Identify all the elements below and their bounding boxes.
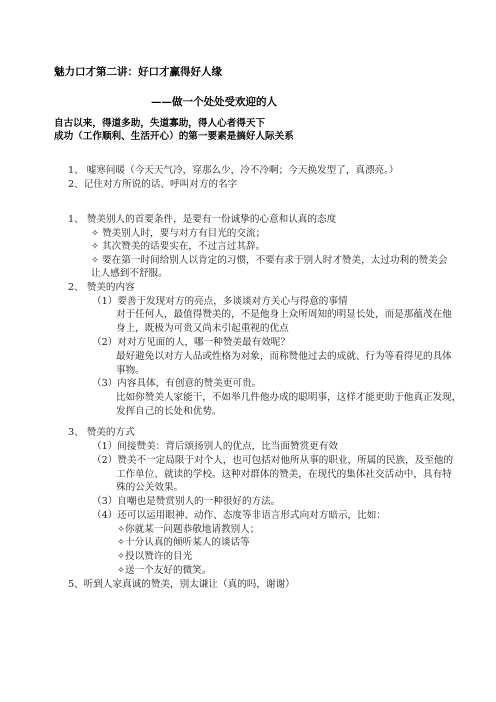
s2-line: 事物。: [116, 365, 145, 376]
s2-line: 1、 赞美别人的首要条件，是要有一份诚挚的心意和认真的态度: [68, 214, 337, 225]
s2-line: （3）自嘲也是赞赏别人的一种很好的方法。: [92, 496, 281, 507]
s2-line: 2、 赞美的内容: [68, 282, 135, 293]
doc-title: 魅力口才第二讲：好口才赢得好人缘: [54, 66, 222, 78]
s2-line: （3）内容具体，有创意的赞美更可贵。: [92, 378, 262, 389]
s2-line: 工作单位、就读的学校。这种对群体的赞美，在现代的集体社交活动中，具有特: [116, 469, 452, 480]
s2-line: 让人感到不舒服。: [91, 268, 168, 279]
s2-line: （4）还可以运用眼神、动作、态度等非语言形式向对方暗示，比如：: [92, 510, 386, 521]
doc-subtitle: ——做一个处处受欢迎的人: [151, 96, 277, 108]
s2-line: 5、听到人家真诚的赞美，别太谦让（真的吗，谢谢）: [68, 579, 295, 590]
s2-line: ✧ 赞美别人时，要与对方有目光的交流；: [91, 228, 266, 239]
s2-line: ✧ 其次赞美的话要实在，不过言过其辞。: [91, 241, 266, 252]
s2-line: 3、 赞美的方式: [68, 427, 135, 438]
s2-line: 身上，既极为可贵又尚未引起重视的优点: [116, 323, 289, 334]
s2-line: （2）对对方见面的人，哪一种赞美最有效呢？: [92, 337, 290, 348]
s1-item-2: 2、记住对方所说的话、呼叫对方的名字: [68, 179, 238, 190]
s1-item-1: 1、 嘘寒问暖（今天天气冷，穿那么少，冷不冷啊；今天换发型了，真漂亮。）: [68, 165, 399, 176]
s2-line: 殊的公关效果。: [116, 482, 184, 493]
s2-line: ✧送一个友好的微笑。: [117, 565, 212, 576]
intro-line-2: 成功（工作顺利、生活开心）的第一要素是搞好人际关系: [54, 131, 294, 142]
s2-line: ✧十分认真的倾听某人的谈话等: [117, 537, 250, 548]
s2-line: 比如你赞美人家能干，不如举几件他办成的聪明事，这样才能更助于他真正发现，: [116, 392, 462, 403]
s2-line: ✧投以赞许的目光: [117, 551, 193, 562]
s2-line: 发挥自己的长处和优势。: [116, 406, 222, 417]
s2-line: 对于任何人，最值得赞美的，不是他身上众所周知的明显长处，而是那蕴茂在他: [116, 309, 452, 320]
s2-line: ✧ 要在第一时间给别人以肯定的习惯，不要有求于别人时才赞美，太过功利的赞美会: [91, 255, 448, 266]
s2-line: （1）间接赞美：背后颂扬别人的优点，比当面赞赏更有效: [92, 441, 338, 452]
s2-line: 最好避免以对方人品或性格为对象，而称赞他过去的成就、行为等看得见的具体: [116, 351, 452, 362]
s2-line: （1）要善于发现对方的亮点，多谈谈对方关心与得意的事情: [92, 296, 348, 307]
s2-line: ✧你就某一问题恭敬地请教别人；: [117, 524, 260, 535]
s2-line: （2）赞美不一定局限于对个人，也可包括对他所从事的职业，所属的民族，及至他的: [92, 455, 454, 466]
intro-line-1: 自古以来，得道多助，失道寡助，得人心者得天下: [54, 118, 266, 129]
